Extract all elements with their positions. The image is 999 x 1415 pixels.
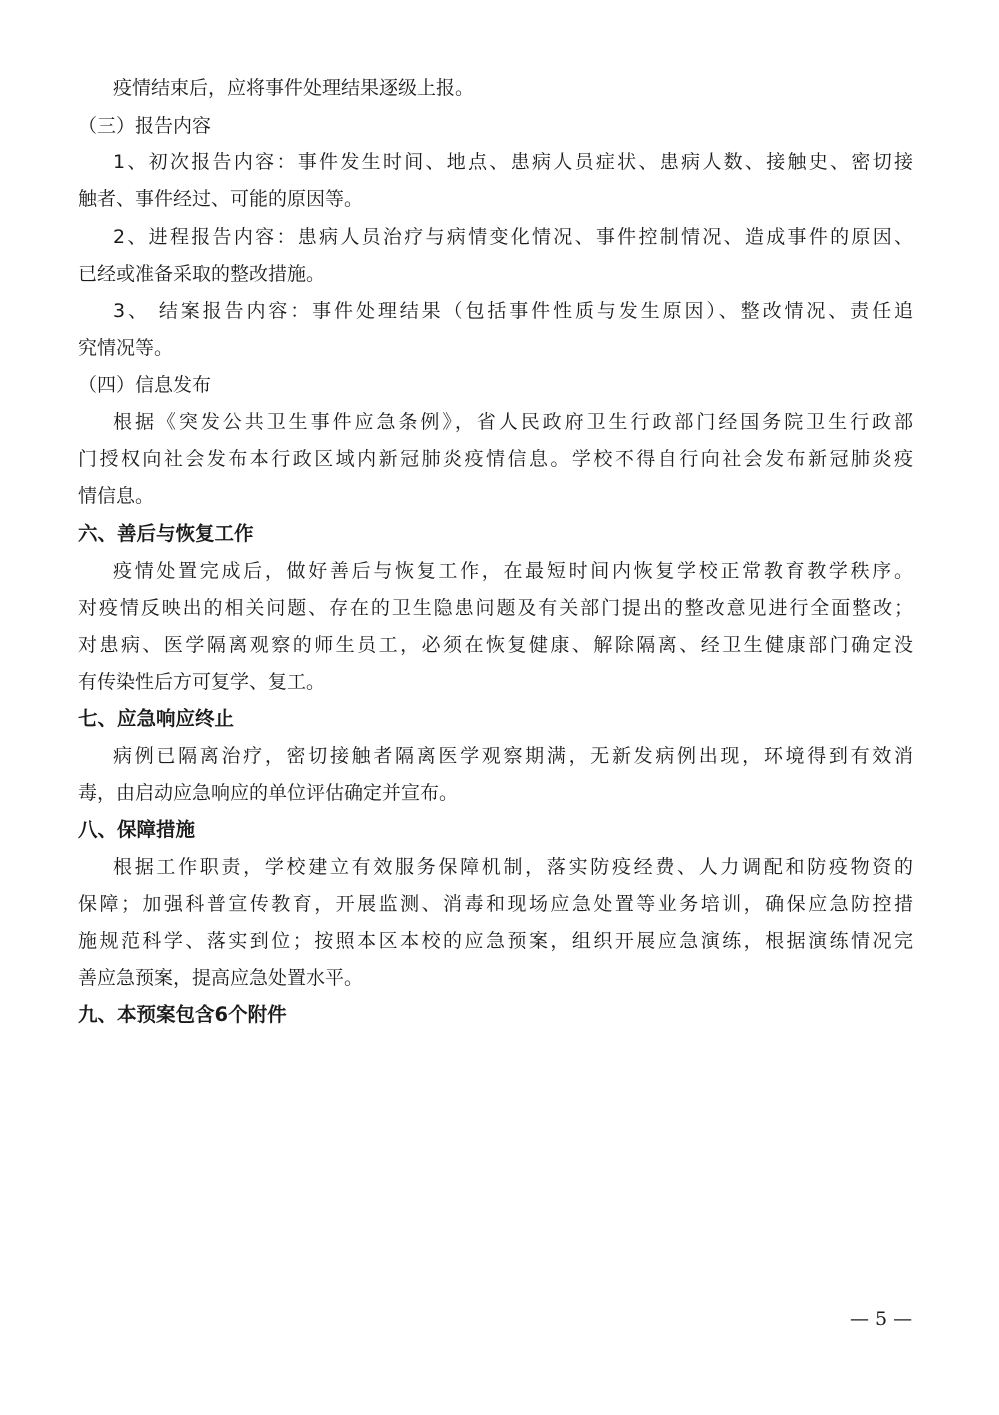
paragraph-line: 已经或准备采取的整改措施。 bbox=[78, 263, 326, 285]
section-heading: 八、保障措施 bbox=[78, 818, 196, 841]
paragraph-line: 根据工作职责，学校建立有效服务保障机制，落实防疫经费、人力调配和防疫物资的 bbox=[113, 856, 913, 878]
paragraph-line: 2、进程报告内容：患病人员治疗与病情变化情况、事件控制情况、造成事件的原因、 bbox=[113, 226, 913, 248]
paragraph-line: 有传染性后方可复学、复工。 bbox=[78, 671, 326, 693]
paragraph-line: 病例已隔离治疗，密切接触者隔离医学观察期满，无新发病例出现，环境得到有效消 bbox=[113, 745, 913, 767]
subsection-heading: （四）信息发布 bbox=[78, 374, 212, 396]
paragraph-line: 疫情处置完成后，做好善后与恢复工作，在最短时间内恢复学校正常教育教学秩序。 bbox=[113, 560, 913, 582]
paragraph-line: 疫情结束后，应将事件处理结果逐级上报。 bbox=[113, 77, 475, 99]
subsection-heading: （三）报告内容 bbox=[78, 115, 212, 137]
paragraph-line: 对患病、医学隔离观察的师生员工，必须在恢复健康、解除隔离、经卫生健康部门确定没 bbox=[78, 634, 913, 656]
paragraph-line: 1、初次报告内容：事件发生时间、地点、患病人员症状、患病人数、接触史、密切接 bbox=[113, 151, 913, 173]
paragraph-line: 触者、事件经过、可能的原因等。 bbox=[78, 188, 364, 210]
page-number: — 5 — bbox=[850, 1308, 913, 1330]
paragraph-line: 对疫情反映出的相关问题、存在的卫生隐患问题及有关部门提出的整改意见进行全面整改； bbox=[78, 597, 913, 619]
section-heading: 七、应急响应终止 bbox=[78, 707, 235, 730]
paragraph-line: 善应急预案，提高应急处置水平。 bbox=[78, 967, 364, 989]
paragraph-line: 究情况等。 bbox=[78, 337, 174, 359]
paragraph-line: 施规范科学、落实到位；按照本区本校的应急预案，组织开展应急演练，根据演练情况完 bbox=[78, 930, 913, 952]
paragraph-line: 3、 结案报告内容：事件处理结果（包括事件性质与发生原因）、整改情况、责任追 bbox=[113, 300, 913, 322]
paragraph-line: 根据《突发公共卫生事件应急条例》，省人民政府卫生行政部门经国务院卫生行政部 bbox=[113, 411, 913, 433]
paragraph-line: 保障；加强科普宣传教育，开展监测、消毒和现场应急处置等业务培训，确保应急防控措 bbox=[78, 893, 913, 915]
section-heading: 六、善后与恢复工作 bbox=[78, 522, 254, 545]
paragraph-line: 门授权向社会发布本行政区域内新冠肺炎疫情信息。学校不得自行向社会发布新冠肺炎疫 bbox=[78, 448, 913, 470]
paragraph-line: 毒，由启动应急响应的单位评估确定并宣布。 bbox=[78, 782, 459, 804]
paragraph-line: 情信息。 bbox=[78, 485, 155, 507]
section-heading: 九、本预案包含6个附件 bbox=[78, 1003, 287, 1026]
